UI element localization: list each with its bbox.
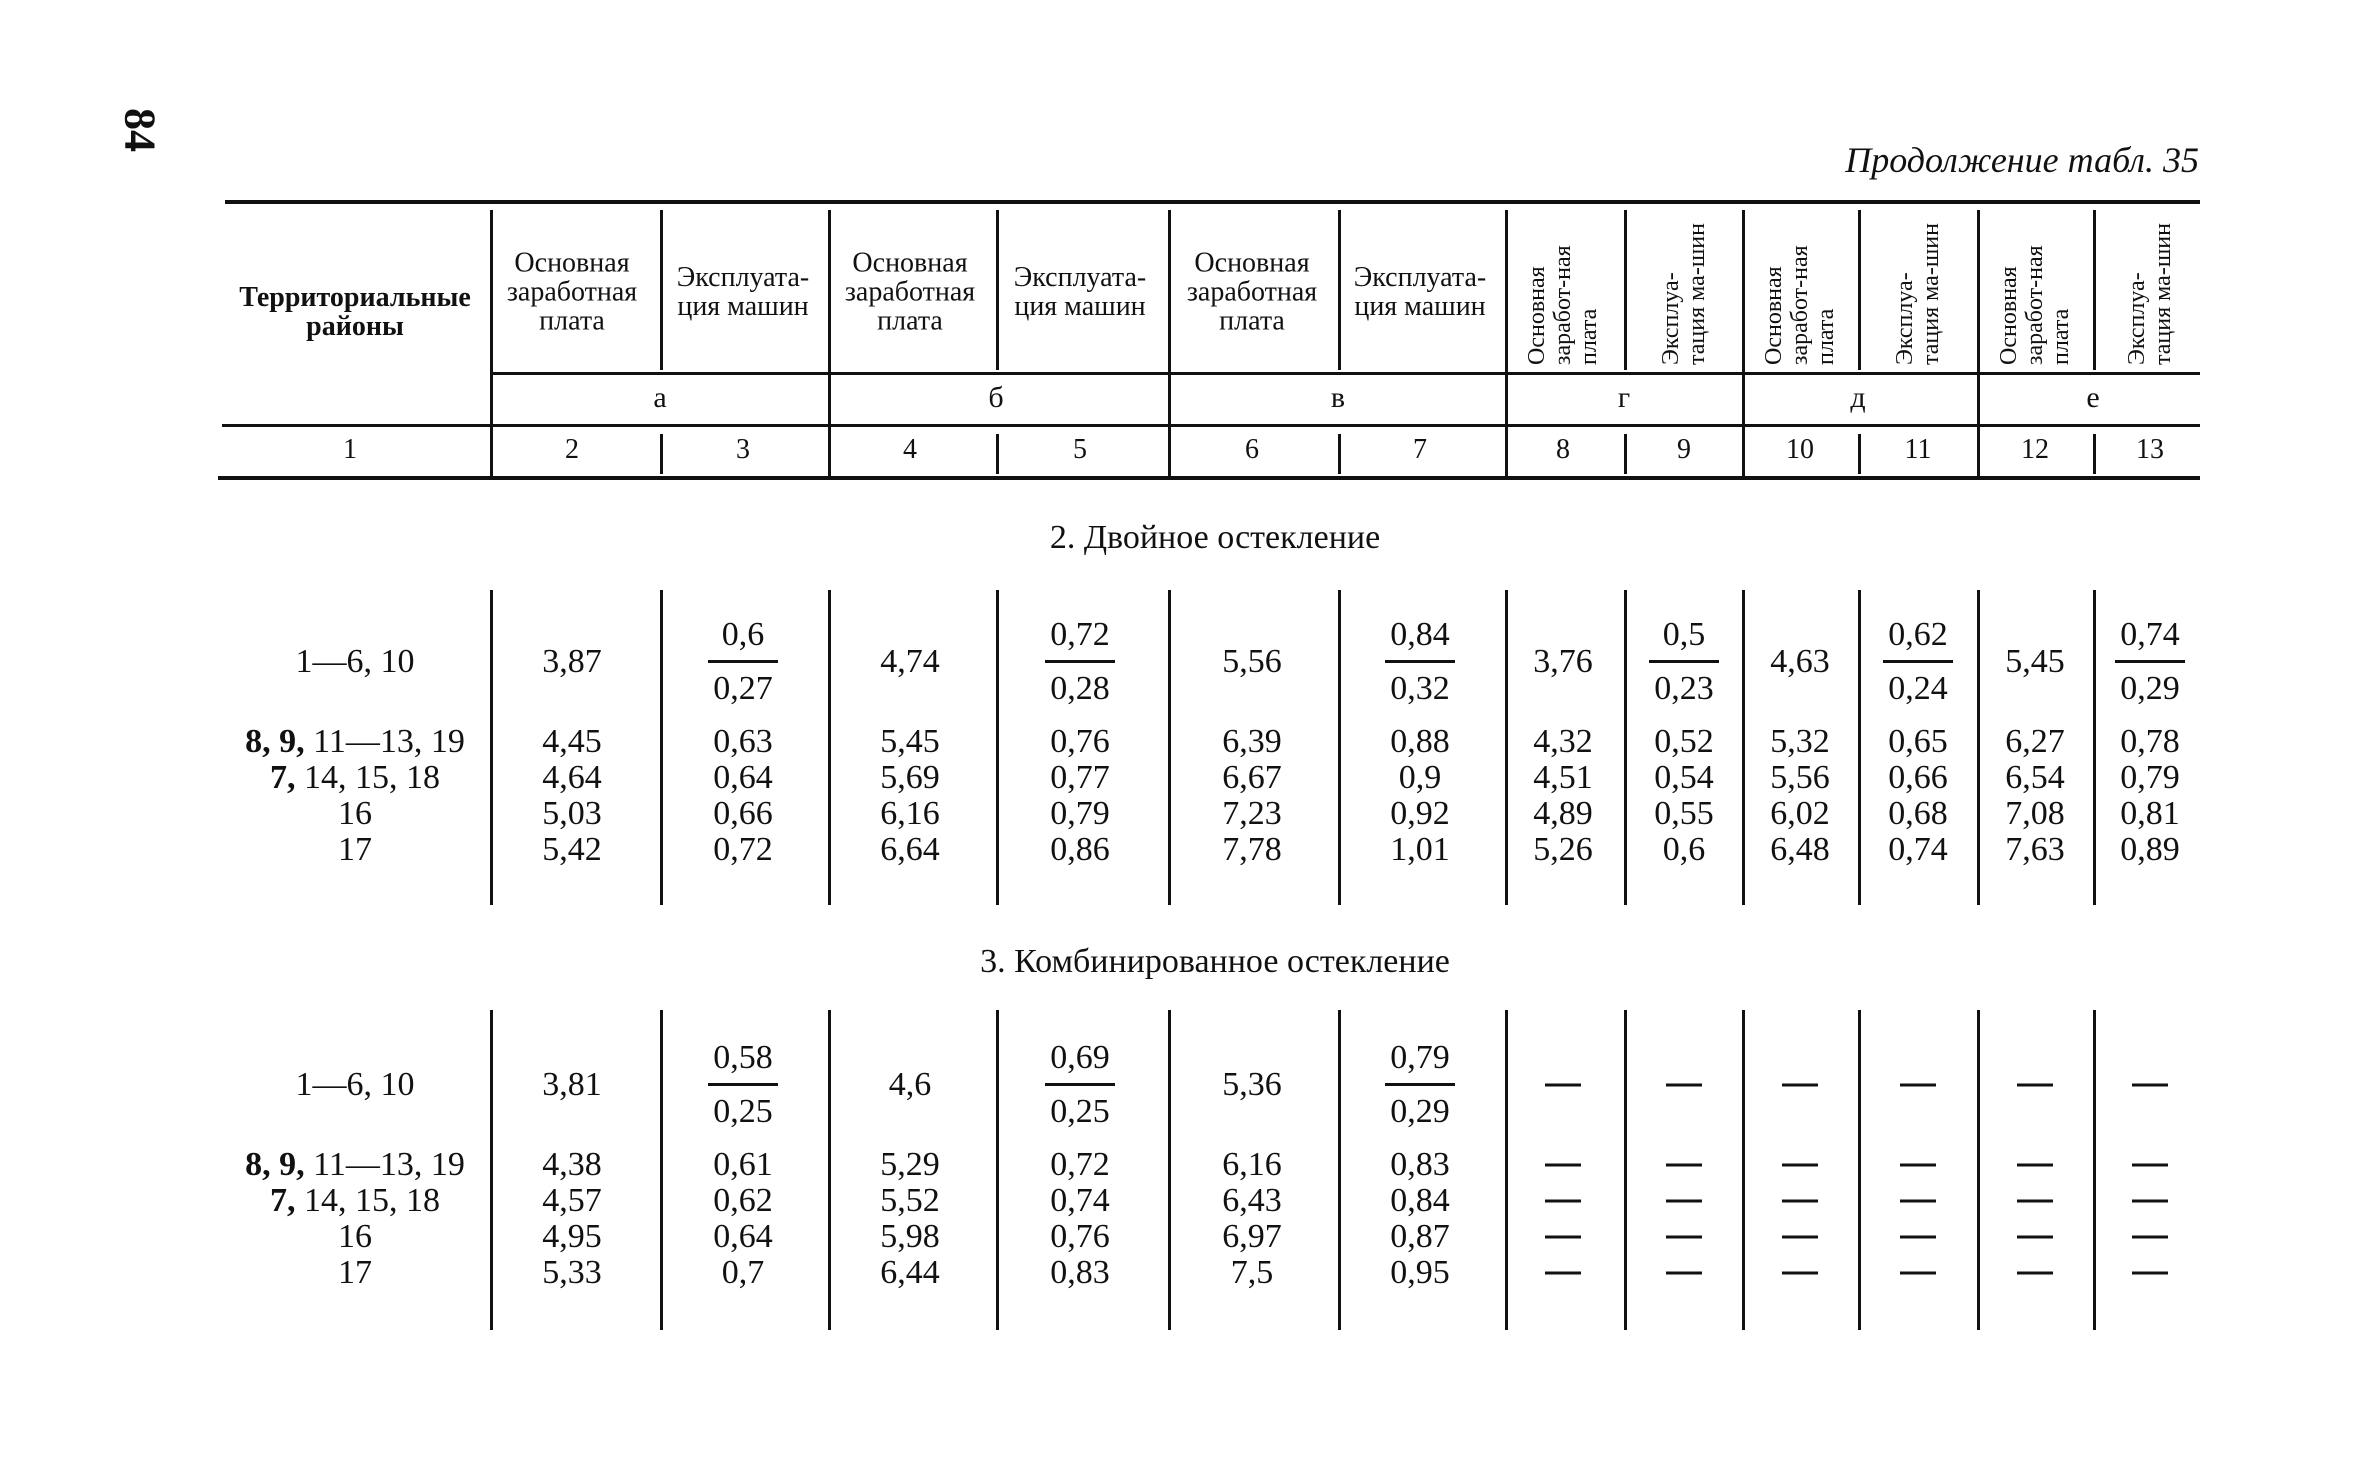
table-cell-value: 0,83 [1050,1254,1110,1291]
body-column-rule [490,1010,493,1330]
table-cell-value: 5,42 [542,831,602,868]
body-column-rule [1742,1010,1745,1330]
region-column-header: Территориальные районы [239,282,471,342]
empty-value-dash [1900,1236,1936,1239]
table-cell-value: 4,6 [888,1066,932,1103]
column-number-10: 10 [1786,434,1814,465]
column-header-2: Основная заработная плата [506,247,638,337]
empty-value-dash [2017,1164,2053,1167]
empty-value-dash [1666,1164,1702,1167]
table-cell-value: 0,79 [2120,759,2180,796]
empty-value-dash [1900,1084,1936,1087]
body-column-rule [1168,590,1171,905]
table-cell-value: 4,64 [542,759,602,796]
table-cell-value: 0,68 [1888,795,1948,832]
table-cell-value: 3,81 [542,1066,602,1103]
body-column-rule [1168,1010,1171,1330]
table-row-region [338,831,372,869]
body-column-rule [1742,590,1745,905]
table-cell-value: 0,64 [713,1218,773,1255]
column-header-8: Основная заработ-ная плата [1524,245,1602,365]
table-cell-value: 0,89 [2120,831,2180,868]
empty-value-dash [1782,1084,1818,1087]
table-cell-value: 6,48 [1770,831,1830,868]
table-cell-value: 5,56 [1222,643,1282,680]
fraction-denominator: 0,23 [1654,670,1714,707]
header-number-rule [222,424,2200,427]
body-column-rule [1977,1010,1980,1330]
empty-value-dash [1545,1084,1581,1087]
column-header-4: Основная заработная плата [844,247,976,337]
table-cell-value: 0,81 [2120,795,2180,832]
header-subcol-divider [1858,210,1861,370]
empty-value-dash [1666,1272,1702,1275]
fraction-denominator: 0,32 [1390,670,1450,707]
body-column-rule [1858,1010,1861,1330]
fraction-numerator: 0,69 [1050,1039,1110,1076]
empty-value-dash [1666,1236,1702,1239]
body-column-rule [828,590,831,905]
fraction-denominator: 0,25 [713,1093,773,1130]
group-label-б: б [988,381,1004,414]
table-cell-value: 0,72 [1050,1146,1110,1183]
body-column-rule [996,1010,999,1330]
column-number-13: 13 [2136,434,2164,465]
empty-value-dash [2132,1236,2168,1239]
table-cell-value: 0,79 [1050,795,1110,832]
fraction-numerator: 0,6 [721,616,765,653]
region-rest-part: 11—13, 19 [304,723,465,760]
table-cell-value: 0,84 [1390,1182,1450,1219]
fraction-bar [1385,660,1455,663]
table-cell-value: 0,95 [1390,1254,1450,1291]
header-bottom-rule [218,476,2200,480]
fraction-numerator: 0,72 [1050,616,1110,653]
table-row-region [245,723,465,761]
body-column-rule [1624,1010,1627,1330]
table-cell-value: 0,74 [1888,831,1948,868]
fraction-bar [1045,1083,1115,1086]
fraction-numerator: 0,58 [713,1039,773,1076]
empty-value-dash [1666,1084,1702,1087]
column-header-6: Основная заработная плата [1186,247,1318,337]
table-row-region [338,1218,372,1256]
header-number-divider [2093,434,2096,474]
table-cell-value: 4,95 [542,1218,602,1255]
body-column-rule [660,590,663,905]
table-cell-value: 6,02 [1770,795,1830,832]
table-cell-value: 0,78 [2120,723,2180,760]
column-header-3: Эксплуата-ция машин [676,262,810,322]
fraction-bar [1385,1083,1455,1086]
column-number-11: 11 [1904,434,1932,465]
table-cell-value: 5,26 [1533,831,1593,868]
column-number-7: 7 [1413,434,1427,465]
table-cell-value: 0,76 [1050,723,1110,760]
page-number: 84 [115,108,165,152]
region-rest-part: 11—13, 19 [304,1146,465,1183]
empty-value-dash [1900,1272,1936,1275]
table-cell-value: 4,57 [542,1182,602,1219]
table-cell-value: 0,87 [1390,1218,1450,1255]
table-cell-value: 0,9 [1398,759,1442,796]
table-cell-value: 7,08 [2005,795,2065,832]
body-column-rule [2093,1010,2096,1330]
table-row-region [245,1146,465,1184]
body-column-rule [2093,590,2096,905]
table-cell-value: 0,76 [1050,1218,1110,1255]
fraction-bar [708,1083,778,1086]
column-number-5: 5 [1073,434,1087,465]
fraction-numerator: 0,62 [1888,616,1948,653]
empty-value-dash [1782,1164,1818,1167]
empty-value-dash [2132,1200,2168,1203]
table-cell-value: 1,01 [1390,831,1450,868]
table-cell-value: 6,16 [880,795,940,832]
table-cell-value: 0,7 [721,1254,765,1291]
column-header-9: Эксплуа-тация ма-шин [1658,223,1710,365]
table-cell-value: 0,65 [1888,723,1948,760]
table-cell-value: 5,56 [1770,759,1830,796]
table-cell-value: 6,27 [2005,723,2065,760]
fraction-bar [1883,660,1953,663]
table-cell-value: 4,51 [1533,759,1593,796]
header-group-divider [1505,210,1508,476]
header-number-divider [660,434,663,474]
table-cell-value: 0,77 [1050,759,1110,796]
header-number-divider [1624,434,1627,474]
table-cell-value: 3,76 [1533,643,1593,680]
region-bold-part: 8, 9, [245,723,305,760]
column-header-12: Основная заработ-ная плата [1996,245,2074,365]
empty-value-dash [2017,1084,2053,1087]
header-subcol-divider [2093,210,2096,370]
table-cell-value: 5,45 [2005,643,2065,680]
empty-value-dash [1666,1200,1702,1203]
body-column-rule [660,1010,663,1330]
header-top-rule [225,200,2200,204]
table-cell-value: 0,64 [713,759,773,796]
region-bold-part: 8, 9, [245,1146,305,1183]
table-cell-value: 5,98 [880,1218,940,1255]
header-number-divider [1338,434,1341,474]
empty-value-dash [1900,1200,1936,1203]
empty-value-dash [1782,1200,1818,1203]
group-label-г: г [1617,381,1631,414]
body-column-rule [1338,590,1341,905]
column-number-2: 2 [565,434,579,465]
body-column-rule [1505,590,1508,905]
header-number-divider [996,434,999,474]
table-cell-value: 6,16 [1222,1146,1282,1183]
table-cell-value: 0,55 [1654,795,1714,832]
table-cell-value: 0,88 [1390,723,1450,760]
empty-value-dash [1545,1164,1581,1167]
column-number-8: 8 [1556,434,1570,465]
table-cell-value: 6,43 [1222,1182,1282,1219]
body-column-rule [1624,590,1627,905]
region-rest-part: 16 [338,795,372,832]
empty-value-dash [1782,1236,1818,1239]
fraction-denominator: 0,29 [2120,670,2180,707]
table-row-region [338,795,372,833]
fraction-denominator: 0,27 [713,670,773,707]
table-cell-value: 0,66 [713,795,773,832]
table-row-region [270,1182,440,1220]
table-cell-value: 6,44 [880,1254,940,1291]
body-column-rule [1338,1010,1341,1330]
column-number-4: 4 [903,434,917,465]
empty-value-dash [1900,1164,1936,1167]
column-number-6: 6 [1245,434,1259,465]
table-cell-value: 4,89 [1533,795,1593,832]
table-cell-value: 0,74 [1050,1182,1110,1219]
table-cell-value: 7,23 [1222,795,1282,832]
fraction-denominator: 0,28 [1050,670,1110,707]
header-group-divider [1977,210,1980,476]
column-number-1: 1 [343,434,357,465]
region-bold-part: 7, [270,759,296,796]
fraction-bar [1045,660,1115,663]
table-row-region [270,759,440,797]
table-cell-value: 4,38 [542,1146,602,1183]
body-column-rule [1858,590,1861,905]
column-header-5: Эксплуата-ция машин [1013,262,1147,322]
table-cell-value: 4,45 [542,723,602,760]
region-rest-part: 17 [338,1254,372,1291]
table-cell-value: 0,83 [1390,1146,1450,1183]
table-cell-value: 5,33 [542,1254,602,1291]
body-column-rule [490,590,493,905]
region-rest-part: 17 [338,831,372,868]
empty-value-dash [1545,1200,1581,1203]
fraction-bar [1649,660,1719,663]
empty-value-dash [2017,1236,2053,1239]
empty-value-dash [2132,1164,2168,1167]
table-cell-value: 6,67 [1222,759,1282,796]
header-group-divider [1742,210,1745,476]
column-header-10: Основная заработ-ная плата [1761,245,1839,365]
table-cell-value: 6,54 [2005,759,2065,796]
table-cell-value: 7,78 [1222,831,1282,868]
table-cell-value: 4,74 [880,643,940,680]
fraction-bar [2115,660,2185,663]
table-cell-value: 6,39 [1222,723,1282,760]
body-column-rule [828,1010,831,1330]
column-number-9: 9 [1677,434,1691,465]
section-title: 3. Комбинированное остекление [980,943,1450,980]
body-column-rule [1977,590,1980,905]
table-cell-value: 0,63 [713,723,773,760]
table-cell-value: 5,29 [880,1146,940,1183]
group-label-е: е [2086,381,2100,414]
table-row-region: 1—6, 10 [295,643,415,680]
fraction-bar [708,660,778,663]
table-cell-value: 0,66 [1888,759,1948,796]
table-cell-value: 0,61 [713,1146,773,1183]
table-cell-value: 0,92 [1390,795,1450,832]
section-title: 2. Двойное остекление [1049,519,1381,556]
table-cell-value: 0,72 [713,831,773,868]
table-cell-value: 4,63 [1770,643,1830,680]
column-header-13: Эксплуа-тация ма-шин [2124,223,2176,365]
table-cell-value: 5,32 [1770,723,1830,760]
fraction-numerator: 0,84 [1390,616,1450,653]
region-rest-part: 16 [338,1218,372,1255]
empty-value-dash [2017,1272,2053,1275]
table-cell-value: 0,6 [1662,831,1706,868]
table-row-region [338,1254,372,1292]
table-cell-value: 0,52 [1654,723,1714,760]
table-row-region: 1—6, 10 [295,1066,415,1103]
header-number-divider [1858,434,1861,474]
empty-value-dash [2017,1200,2053,1203]
header-subcol-divider [1624,210,1627,370]
empty-value-dash [1545,1236,1581,1239]
fraction-numerator: 0,5 [1662,616,1706,653]
fraction-denominator: 0,29 [1390,1093,1450,1130]
table-cell-value: 5,03 [542,795,602,832]
table-cell-value: 4,32 [1533,723,1593,760]
body-column-rule [1505,1010,1508,1330]
group-label-д: д [1850,381,1866,414]
region-rest-part: 14, 15, 18 [295,759,440,796]
table-cell-value: 7,5 [1230,1254,1274,1291]
table-cell-value: 0,86 [1050,831,1110,868]
table-cell-value: 5,69 [880,759,940,796]
region-rest-part: 14, 15, 18 [295,1182,440,1219]
table-caption: Продолжение табл. 35 [1845,140,2199,180]
table-cell-value: 5,45 [880,723,940,760]
body-column-rule [996,590,999,905]
column-number-12: 12 [2021,434,2049,465]
empty-value-dash [2132,1084,2168,1087]
table-cell-value: 3,87 [542,643,602,680]
fraction-numerator: 0,74 [2120,616,2180,653]
group-label-в: в [1330,381,1346,414]
column-number-3: 3 [736,434,750,465]
table-cell-value: 0,54 [1654,759,1714,796]
empty-value-dash [1782,1272,1818,1275]
fraction-denominator: 0,25 [1050,1093,1110,1130]
empty-value-dash [1545,1272,1581,1275]
fraction-numerator: 0,79 [1390,1039,1450,1076]
table-cell-value: 5,36 [1222,1066,1282,1103]
table-cell-value: 5,52 [880,1182,940,1219]
fraction-denominator: 0,24 [1888,670,1948,707]
column-header-7: Эксплуата-ция машин [1353,262,1487,322]
region-bold-part: 7, [270,1182,296,1219]
table-cell-value: 6,64 [880,831,940,868]
group-label-а: а [653,381,667,414]
table-cell-value: 6,97 [1222,1218,1282,1255]
table-cell-value: 7,63 [2005,831,2065,868]
column-header-11: Эксплуа-тация ма-шин [1892,223,1944,365]
header-group-rule [492,372,2200,375]
table-cell-value: 0,62 [713,1182,773,1219]
empty-value-dash [2132,1272,2168,1275]
